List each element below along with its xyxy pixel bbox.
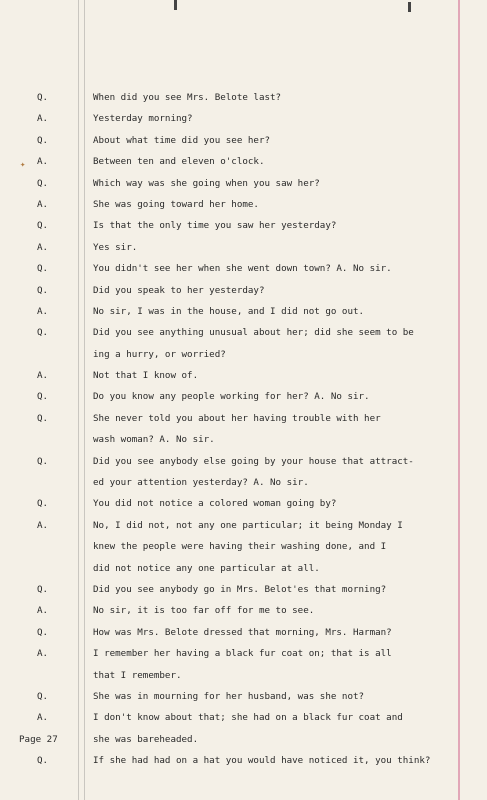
transcript-text: Do you know any people working for her? A. No sir. (93, 391, 370, 403)
transcript-line (0, 215, 487, 236)
transcript-line (0, 322, 487, 343)
speaker-label: A. (37, 156, 49, 168)
transcript-text: Yesterday morning? (93, 113, 193, 125)
transcript-line (0, 344, 487, 365)
speaker-label: Q. (37, 391, 49, 403)
binding-mark (174, 0, 177, 10)
transcript (0, 87, 487, 772)
transcript-line (0, 600, 487, 621)
transcript-text: Yes sir. (93, 241, 138, 253)
transcript-text: Is that the only time you saw her yesterday? (93, 220, 337, 232)
transcript-text: No, I did not, not any one particular; it being Monday I (93, 519, 403, 531)
transcript-text: No sir, it is too far off for me to see. (93, 605, 315, 617)
transcript-line (0, 429, 487, 450)
transcript-line (0, 173, 487, 194)
transcript-line (0, 237, 487, 258)
transcript-text: I remember her having a black fur coat on; that is all (93, 648, 392, 660)
transcript-text: No sir, I was in the house, and I did not go out. (93, 305, 365, 317)
transcript-line (0, 108, 487, 129)
transcript-line (0, 558, 487, 579)
transcript-line (0, 365, 487, 386)
transcript-text: Did you see anything unusual about her; did she seem to be (93, 327, 414, 339)
transcript-text: Between ten and eleven o'clock. (93, 156, 265, 168)
transcript-line (0, 622, 487, 643)
speaker-label: Q. (37, 177, 49, 189)
speaker-label: Q. (37, 92, 49, 103)
transcript-text: She was going toward her home. (93, 198, 259, 210)
speaker-label: A. (37, 519, 49, 531)
transcript-line (0, 665, 487, 686)
transcript-line (0, 579, 487, 600)
speaker-label: Q. (37, 690, 49, 702)
transcript-text: When did you see Mrs. Belote last? (93, 92, 282, 103)
speaker-label: Q. (37, 412, 49, 424)
transcript-line (0, 686, 487, 707)
transcript-text: Did you speak to her yesterday? (93, 284, 265, 296)
transcript-line (0, 258, 487, 279)
speaker-label: Q. (37, 220, 49, 232)
speaker-label: A. (37, 648, 49, 660)
transcript-line (0, 151, 487, 172)
transcript-line (0, 408, 487, 429)
transcript-text: About what time did you see her? (93, 134, 271, 146)
page-number: Page 27 (19, 734, 58, 745)
transcript-text: wash woman? A. No sir. (93, 434, 215, 446)
transcript-line (0, 130, 487, 151)
binding-mark (408, 2, 411, 12)
speaker-label: Q. (37, 284, 49, 296)
transcript-text: Not that I know of. (93, 370, 199, 382)
speaker-label: Q. (37, 755, 49, 767)
speaker-label: A. (37, 712, 49, 724)
transcript-line (0, 386, 487, 407)
transcript-line (0, 194, 487, 215)
speaker-label: Q. (37, 134, 49, 146)
transcript-text: did not notice any one particular at all. (93, 562, 320, 574)
transcript-text: that I remember. (93, 669, 182, 681)
transcript-line (0, 493, 487, 514)
speaker-label: A. (37, 241, 49, 253)
speaker-label: A. (37, 605, 49, 617)
speaker-label: A. (37, 198, 49, 210)
speaker-label: A. (37, 370, 49, 382)
transcript-line (0, 87, 487, 108)
speaker-label: Q. (37, 583, 49, 595)
transcript-text: she was bareheaded. (93, 733, 199, 745)
transcript-text: I don't know about that; she had on a black fur coat and (93, 712, 403, 724)
transcript-text: knew the people were having their washing done, and I (93, 541, 387, 553)
transcript-line (0, 472, 487, 493)
transcript-text: ing a hurry, or worried? (93, 348, 226, 360)
speaker-label: Q. (37, 263, 49, 275)
transcript-text: She was in mourning for her husband, was she not? (93, 690, 365, 702)
transcript-text: Did you see anybody else going by your house that attract- (93, 455, 414, 467)
transcript-text: You didn't see her when she went down town? A. No sir. (93, 263, 392, 275)
speaker-label: A. (37, 305, 49, 317)
transcript-text: Did you see anybody go in Mrs. Belot'es that morning? (93, 583, 387, 595)
speaker-label: Q. (37, 327, 49, 339)
transcript-text: Which way was she going when you saw her? (93, 177, 320, 189)
transcript-text: How was Mrs. Belote dressed that morning, Mrs. Harman? (93, 626, 392, 638)
transcript-text: She never told you about her having trouble with her (93, 412, 381, 424)
transcript-line (0, 750, 487, 771)
transcript-line (0, 451, 487, 472)
transcript-line (0, 536, 487, 557)
speaker-label: A. (37, 113, 49, 125)
speaker-label: Q. (37, 455, 49, 467)
ink-stain: ✦ (20, 160, 26, 170)
transcript-line (0, 643, 487, 664)
speaker-label: Q. (37, 498, 49, 510)
transcript-line (0, 707, 487, 728)
transcript-line (0, 729, 487, 750)
transcript-line (0, 301, 487, 322)
transcript-text: ed your attention yesterday? A. No sir. (93, 477, 309, 489)
transcript-text: If she had had on a hat you would have noticed it, you think? (93, 755, 431, 767)
transcript-line (0, 515, 487, 536)
transcript-line (0, 280, 487, 301)
speaker-label: Q. (37, 626, 49, 638)
transcript-text: You did not notice a colored woman going by? (93, 498, 337, 510)
